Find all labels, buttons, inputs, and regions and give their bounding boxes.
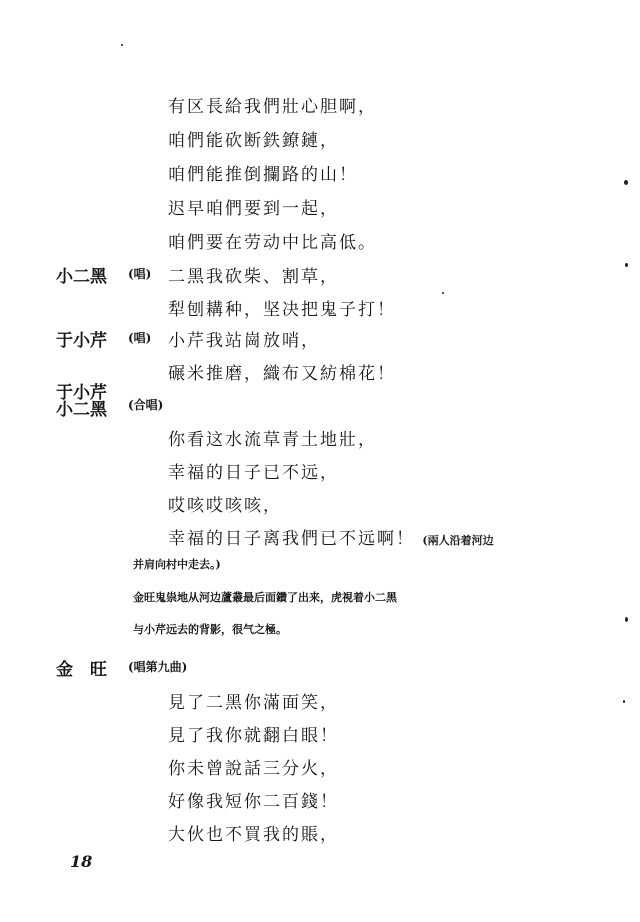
stage-direction: 与小芹远去的背影，很气之極。 [133,623,287,636]
stage-direction: 并肩向村中走去。) [133,558,221,571]
stage-direction: 金旺鬼祟地从河边蘆叢最后面鑽了出来，虎視着小二黑 [133,591,397,604]
scan-speck [625,263,628,267]
speaker-jin-wang: 金 旺 [56,660,107,680]
verse-line: 幸福的日子已不远， [168,463,339,483]
scan-speck [624,180,628,185]
verse-line: 見了我你就翻白眼！ [168,726,339,746]
verse-line: 咱們能砍断鉄鐐鏈， [168,131,339,151]
duet-cue: (合唱) [128,398,164,412]
speaker-duet [56,385,107,419]
speaker-yu-xiao-qin: 于小芹 [56,383,107,403]
scan-speck [625,617,628,622]
speaker-yu-xiao-qin: 于小芹 [56,331,107,351]
verse-line: 小芹我站崗放哨， [168,331,320,351]
scan-speck [121,44,123,46]
verse-text: 幸福的日子离我們已不远啊！ [168,529,415,549]
verse-line: 見了二黑你滿面笑， [168,693,339,713]
verse-line: 咱們能推倒攔路的山！ [168,165,358,185]
verse-line [168,524,494,549]
scan-speck [623,700,625,703]
speaker-xiao-er-hei: 小二黑 [56,267,107,287]
verse-line: 你看这水流草青土地壯， [168,430,377,450]
verse-line: 迟早咱們要到一起， [168,199,339,219]
verse-line: 你未曾說話三分火， [168,759,339,779]
verse-line: 大伙也不買我的賬， [168,825,339,845]
sing-cue: (唱第九曲) [128,660,188,674]
verse-line: 犁刨耩种，坚决把鬼子打！ [168,300,396,320]
verse-line: 有区長給我們壯心胆啊， [168,97,377,117]
verse-line: 哎咳哎咳咳， [168,496,282,516]
stage-direction-inline: (兩人沿着河边 [422,534,494,547]
page-number: 18 [70,852,93,871]
verse-line: 二黑我砍柴、割草， [168,267,339,287]
verse-line: 咱們要在劳动中比高低。 [168,233,377,253]
sing-cue: (唱) [128,331,152,345]
verse-line: 碾米推磨，織布又紡棉花！ [168,364,396,384]
speaker-xiao-er-hei: 小二黑 [56,400,107,420]
sing-cue: (唱) [128,267,152,281]
verse-line: 好像我短你二百錢！ [168,792,339,812]
scan-speck [442,292,444,294]
